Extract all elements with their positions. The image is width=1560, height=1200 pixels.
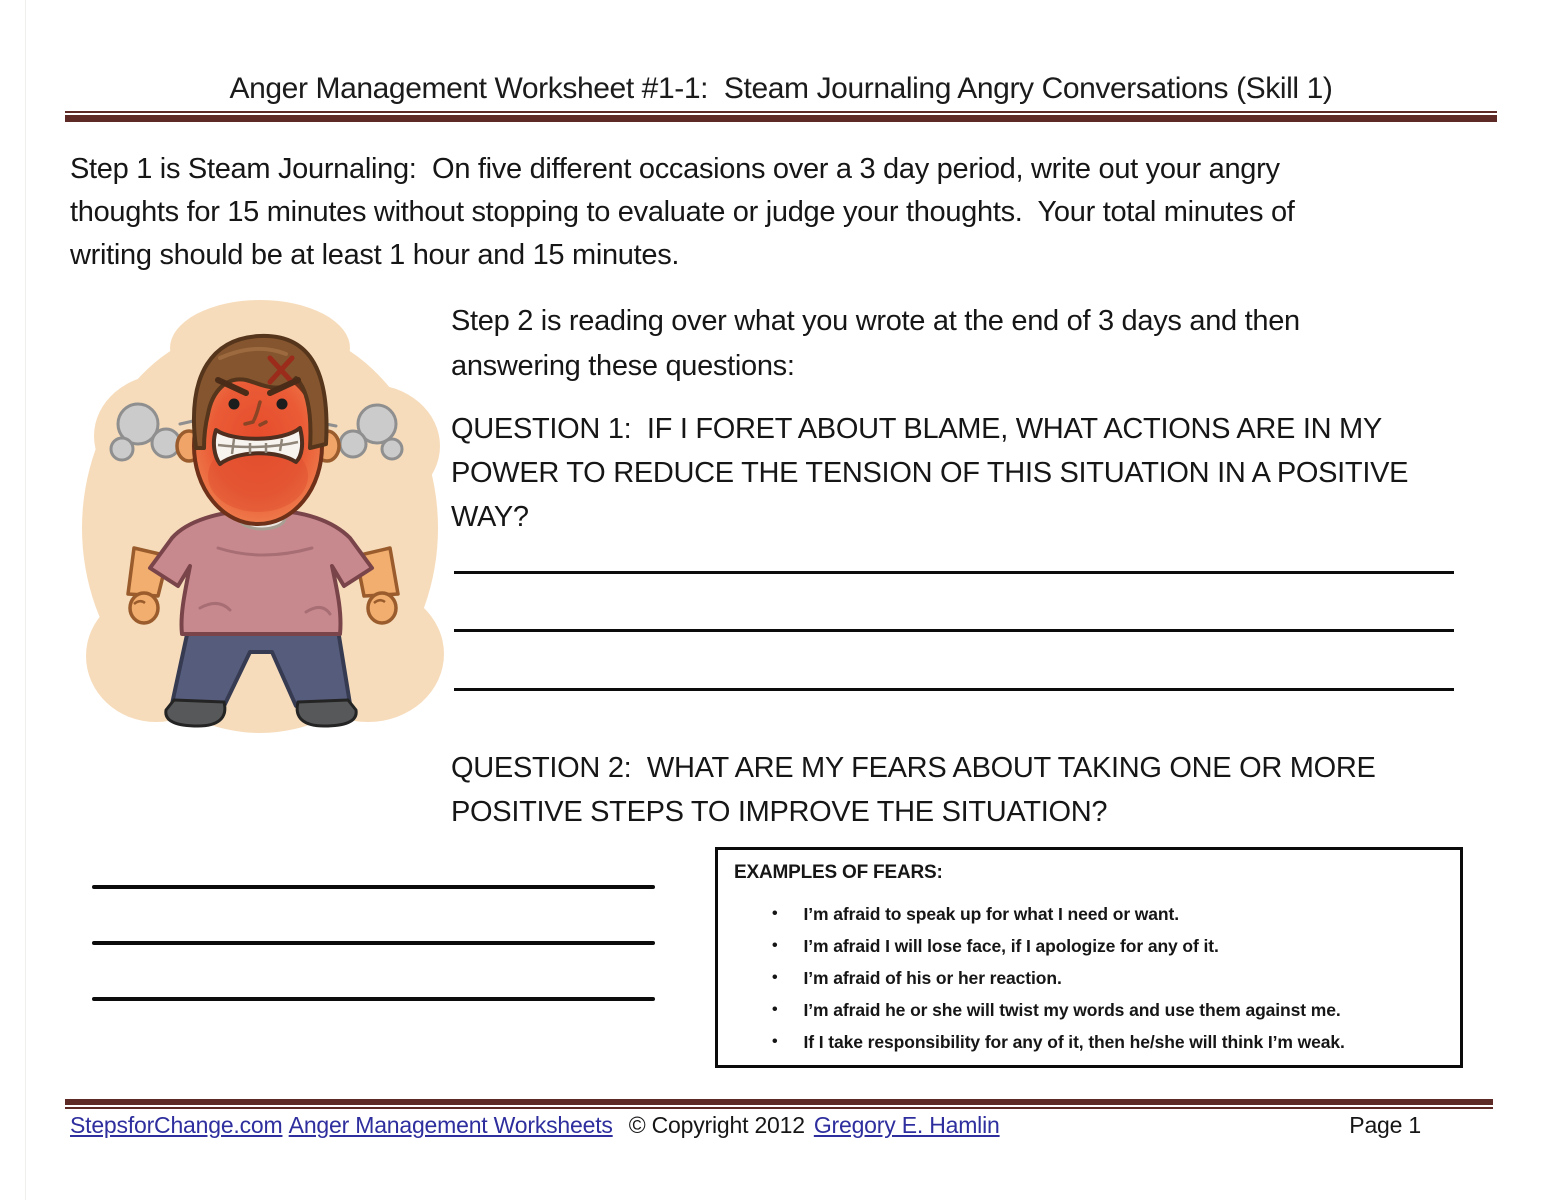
question2-answer-line — [92, 885, 655, 889]
bullet-icon: • — [772, 969, 778, 986]
bullet-icon: • — [772, 1001, 778, 1018]
list-item — [772, 1000, 1444, 1020]
question1-answer-line — [454, 629, 1454, 632]
left-eye — [229, 399, 240, 410]
step1-line: Step 1 is Steam Journaling: On five different occasions over a 3 day period, write out your angry — [70, 153, 1280, 185]
header-accent-bar — [65, 115, 1497, 122]
site-link[interactable]: StepsforChange.com — [70, 1112, 283, 1138]
step2-line: Step 2 is reading over what you wrote at the end of 3 days and then — [451, 305, 1300, 337]
question1-answer-line — [454, 688, 1454, 691]
step1-line: thoughts for 15 minutes without stopping to evaluate or judge your thoughts. Your total minutes of — [70, 196, 1295, 228]
list-item — [772, 1032, 1444, 1052]
step2-paragraph — [451, 299, 1300, 389]
question2-answer-line — [92, 997, 655, 1001]
fear-item-text: I’m afraid he or she will twist my words and use them against me. — [803, 1000, 1341, 1020]
question1-line: POWER TO REDUCE THE TENSION OF THIS SITUATION IN A POSITIVE — [451, 457, 1409, 489]
question2-text — [451, 746, 1376, 834]
examples-box-title: EXAMPLES OF FEARS: — [734, 862, 943, 883]
question2-line: QUESTION 2: WHAT ARE MY FEARS ABOUT TAKING ONE OR MORE — [451, 752, 1376, 784]
step1-paragraph — [70, 148, 1295, 277]
fear-item-text: I’m afraid to speak up for what I need or want. — [803, 904, 1180, 924]
footer-accent-bar — [65, 1099, 1493, 1105]
footer-rule — [65, 1099, 1493, 1109]
examples-of-fears-box — [715, 847, 1463, 1068]
footer — [70, 1112, 1493, 1139]
fear-item-text: If I take responsibility for any of it, then he/she will think I’m weak. — [803, 1032, 1345, 1052]
header — [65, 72, 1497, 122]
question1-answer-line — [454, 571, 1454, 574]
list-item — [772, 904, 1444, 924]
bullet-icon: • — [772, 937, 778, 954]
page-edge-line — [25, 0, 26, 1200]
question2-answer-line — [92, 941, 655, 945]
list-item — [772, 936, 1444, 956]
page-title: Anger Management Worksheet #1-1: Steam Journaling Angry Conversations (Skill 1) — [229, 72, 1333, 105]
left-fist — [130, 593, 158, 623]
footer-thin-line — [65, 1107, 1493, 1109]
right-fist — [368, 593, 396, 623]
question1-text — [451, 407, 1408, 539]
step2-line: answering these questions: — [451, 350, 795, 382]
angry-man-illustration — [68, 296, 460, 753]
list-item — [772, 968, 1444, 988]
question1-line: WAY? — [451, 501, 529, 533]
fear-item-text: I’m afraid I will lose face, if I apologize for any of it. — [803, 936, 1219, 956]
copyright-text: © Copyright 2012 — [628, 1112, 805, 1138]
page-number: Page 1 — [1349, 1112, 1421, 1138]
step1-line: writing should be at least 1 hour and 15 minutes. — [70, 239, 680, 271]
bullet-icon: • — [772, 905, 778, 922]
bullet-icon: • — [772, 1033, 778, 1050]
worksheets-link[interactable]: Anger Management Worksheets — [288, 1112, 613, 1138]
author-link[interactable]: Gregory E. Hamlin — [813, 1112, 1000, 1138]
examples-list — [734, 904, 1444, 1052]
right-eye — [277, 399, 288, 410]
fear-item-text: I’m afraid of his or her reaction. — [803, 968, 1062, 988]
question2-line: POSITIVE STEPS TO IMPROVE THE SITUATION? — [451, 796, 1108, 828]
question1-line: QUESTION 1: IF I FORET ABOUT BLAME, WHAT ACTIONS ARE IN MY — [451, 413, 1382, 445]
title-underline — [65, 111, 1497, 113]
